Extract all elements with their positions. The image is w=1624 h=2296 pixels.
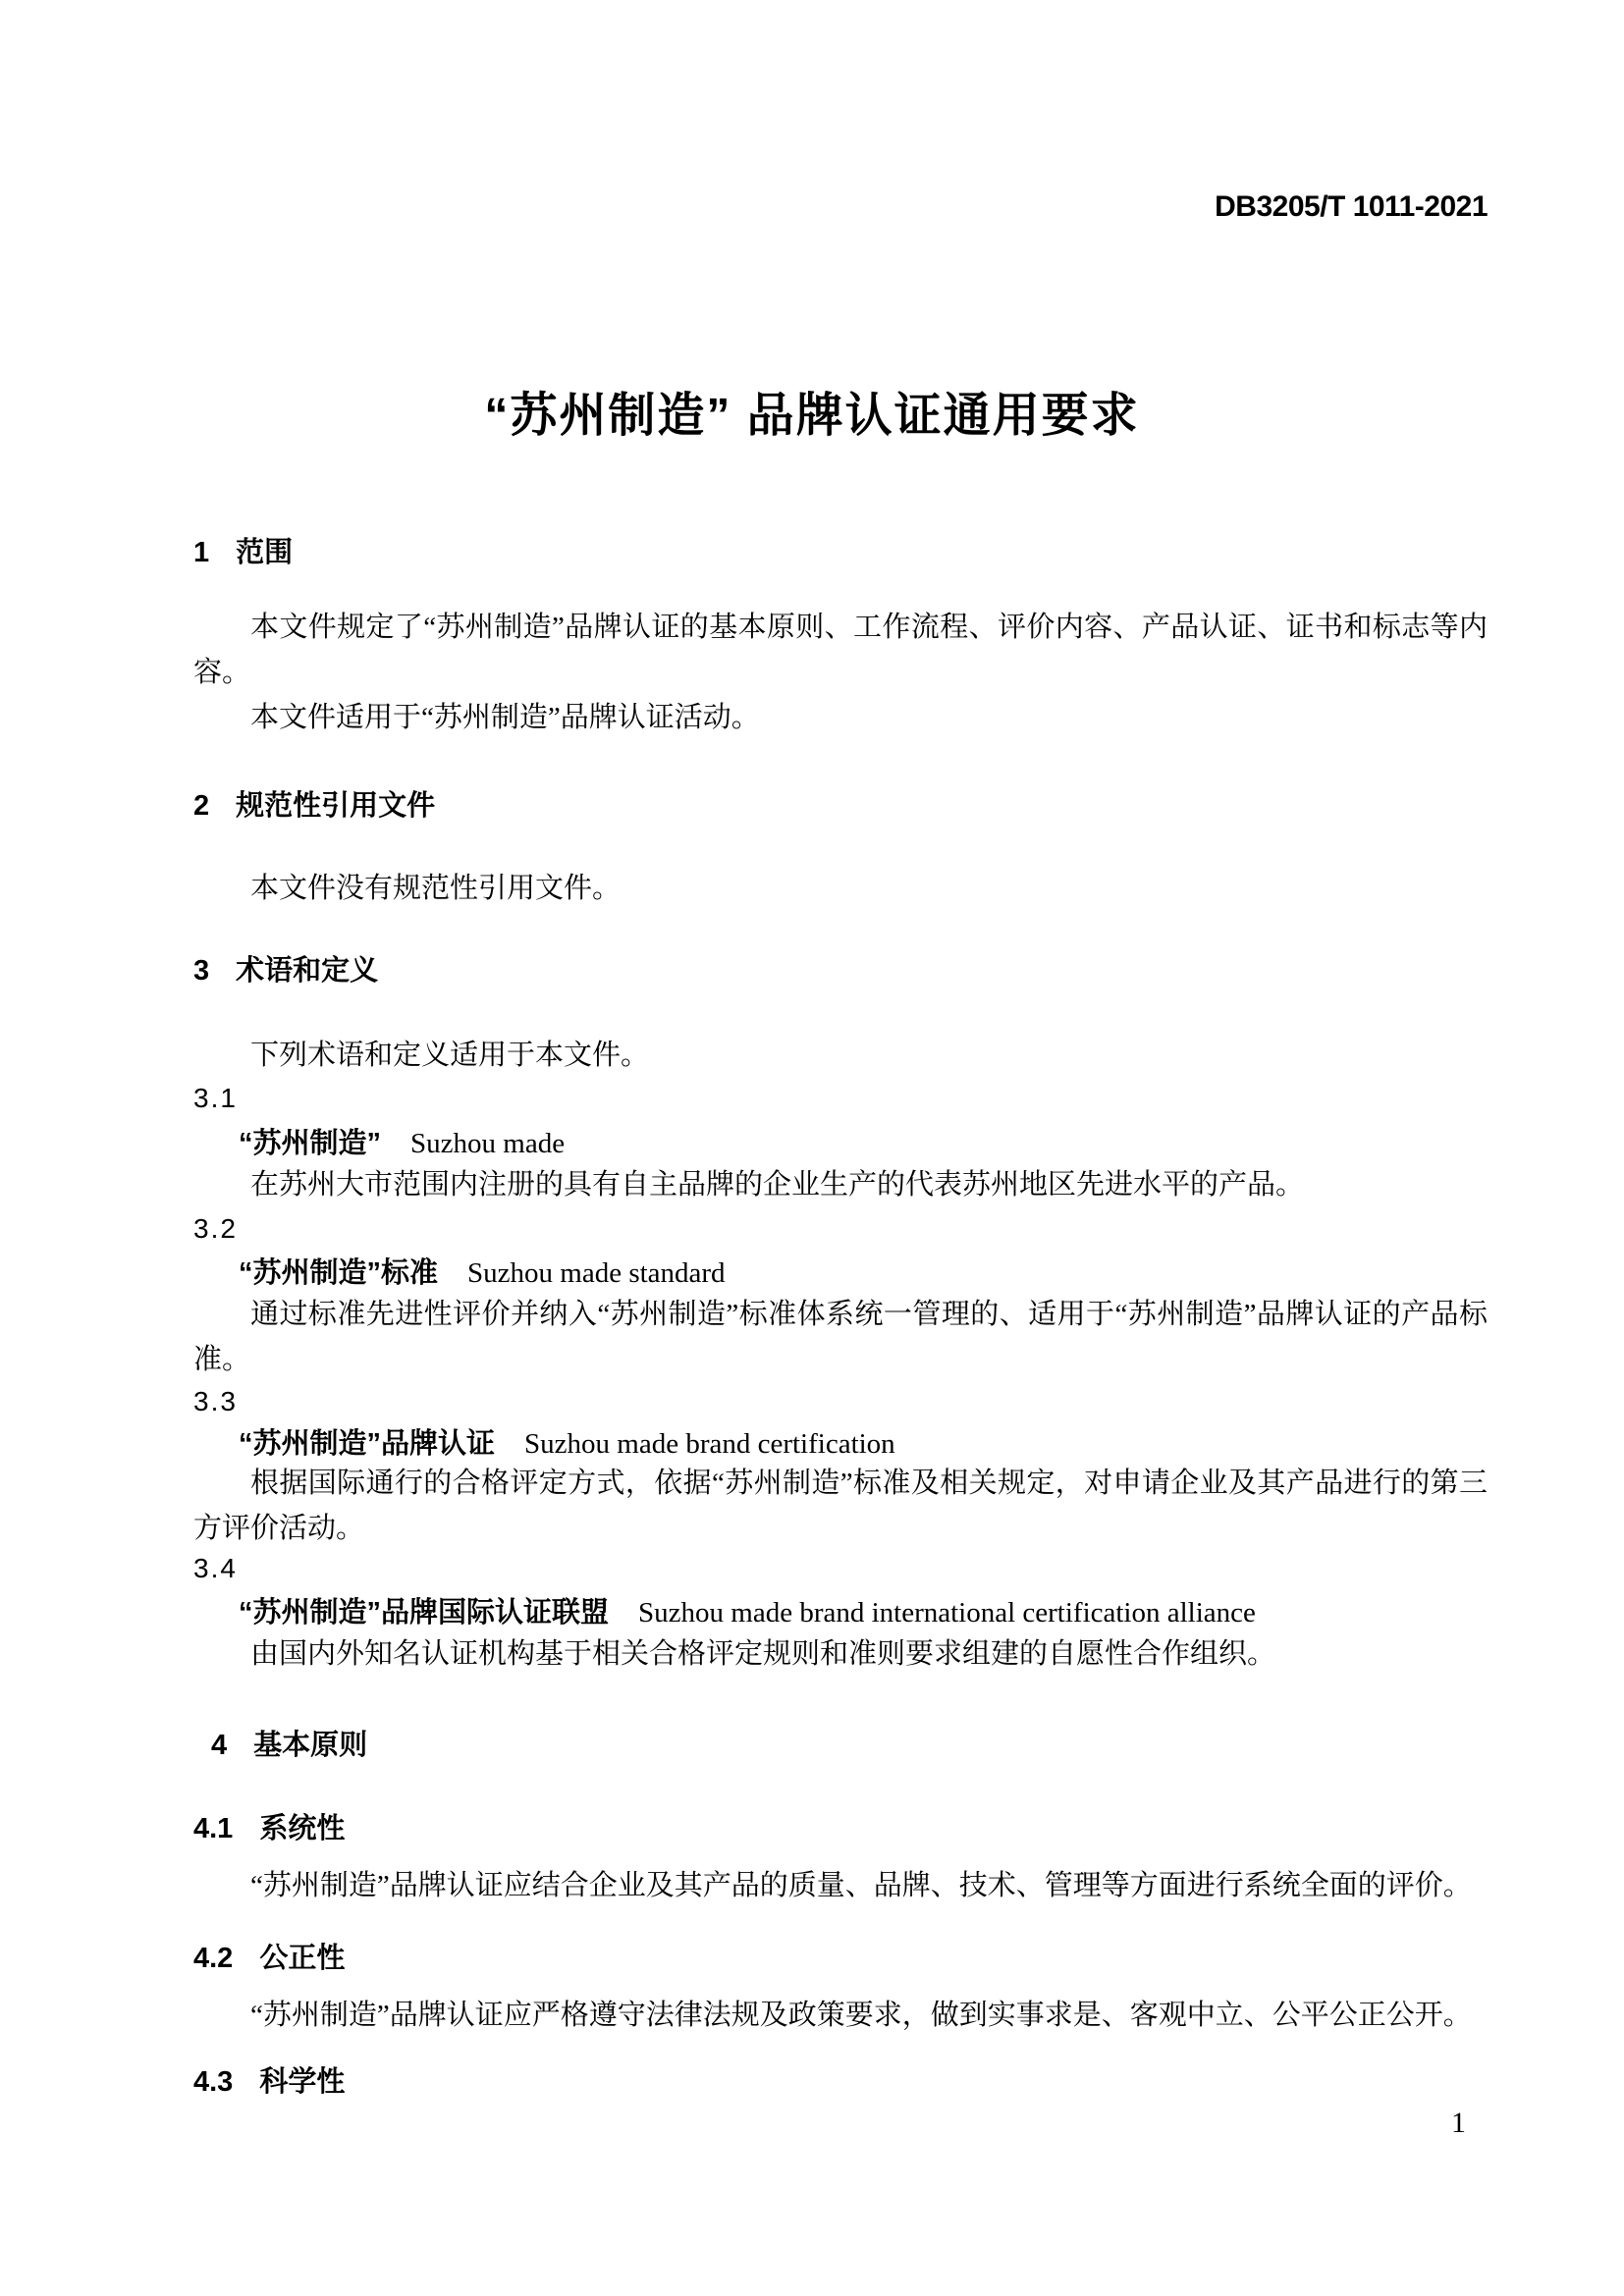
subsection-4-2-paragraph: “苏州制造”品牌认证应严格遵守法律法规及政策要求，做到实事求是、客观中立、公平公正公开。 [250, 2000, 1472, 2031]
section-4-number: 4 [211, 1730, 228, 1761]
term-3-4-line [193, 1590, 1533, 1630]
term-3-3-definition: 根据国际通行的合格评定方式，依据“苏州制造”标准及相关规定，对申请企业及其产品进行的第三方评价活动。 [193, 1468, 1488, 1544]
section-2-heading [193, 783, 1488, 824]
subsection-4-2-number: 4.2 [193, 1943, 234, 1974]
term-3-4-zh: “苏州制造”品牌国际认证联盟 [239, 1597, 610, 1629]
term-3-1-zh: “苏州制造” [239, 1128, 382, 1159]
section-4-title: 基本原则 [253, 1730, 368, 1761]
section-1-paragraph-2: 本文件适用于“苏州制造”品牌认证活动。 [250, 702, 760, 733]
term-3-3-en: Suzhou made brand certification [524, 1428, 895, 1460]
section-2-title: 规范性引用文件 [236, 790, 436, 822]
subsection-4-3-title: 科学性 [259, 2066, 346, 2098]
term-3-3-line [193, 1421, 1533, 1462]
section-1-paragraph-1: 本文件规定了“苏州制造”品牌认证的基本原则、工作流程、评价内容、产品认证、证书和标志等内容。 [193, 612, 1488, 688]
subsection-4-2-heading [193, 1936, 1488, 1976]
section-2-paragraph-1: 本文件没有规范性引用文件。 [250, 873, 622, 904]
section-1-heading [193, 530, 1488, 570]
section-3-title: 术语和定义 [236, 955, 379, 987]
section-1-number: 1 [193, 537, 210, 568]
subsection-4-1-title: 系统性 [259, 1813, 346, 1844]
subsection-4-3-number: 4.3 [193, 2066, 234, 2098]
term-3-2-en: Suzhou made standard [467, 1257, 726, 1289]
term-3-1-en: Suzhou made [410, 1128, 566, 1159]
subsection-4-1-paragraph: “苏州制造”品牌认证应结合企业及其产品的质量、品牌、技术、管理等方面进行系统全面的评价。 [250, 1870, 1472, 1901]
term-3-2-line [193, 1251, 1533, 1291]
section-2-number: 2 [193, 790, 210, 822]
section-3-heading [193, 948, 1488, 988]
subsection-4-2-title: 公正性 [259, 1943, 346, 1974]
subsection-4-1-number: 4.1 [193, 1813, 234, 1844]
page-number: 1 [1451, 2107, 1466, 2139]
term-3-4-en: Suzhou made brand international certification alliance [638, 1597, 1256, 1629]
term-3-2-zh: “苏州制造”标准 [239, 1257, 439, 1289]
subsection-4-1-heading [193, 1806, 1488, 1846]
standard-code: DB3205/T 1011-2021 [1215, 190, 1488, 223]
term-3-1-line [193, 1121, 1533, 1161]
section-3-number: 3 [193, 955, 210, 987]
section-1-title: 范围 [236, 537, 294, 568]
term-3-4-number: 3.4 [193, 1553, 238, 1583]
subsection-4-3-heading [193, 2059, 1488, 2100]
term-3-3-number: 3.3 [193, 1386, 238, 1416]
section-3-paragraph-1: 下列术语和定义适用于本文件。 [250, 1040, 650, 1071]
term-3-2-definition: 通过标准先进性评价并纳入“苏州制造”标准体系统一管理的、适用于“苏州制造”品牌认证的产品标准。 [193, 1299, 1488, 1375]
term-3-4-definition: 由国内外知名认证机构基于相关合格评定规则和准则要求组建的自愿性合作组织。 [250, 1638, 1276, 1670]
term-3-1-number: 3.1 [193, 1083, 238, 1113]
section-4-heading [193, 1723, 1505, 1763]
term-3-3-zh: “苏州制造”品牌认证 [239, 1428, 496, 1460]
term-3-2-number: 3.2 [193, 1213, 238, 1244]
document-title: “苏州制造” 品牌认证通用要求 [484, 390, 1140, 442]
term-3-1-definition: 在苏州大市范围内注册的具有自主品牌的企业生产的代表苏州地区先进水平的产品。 [250, 1169, 1305, 1201]
